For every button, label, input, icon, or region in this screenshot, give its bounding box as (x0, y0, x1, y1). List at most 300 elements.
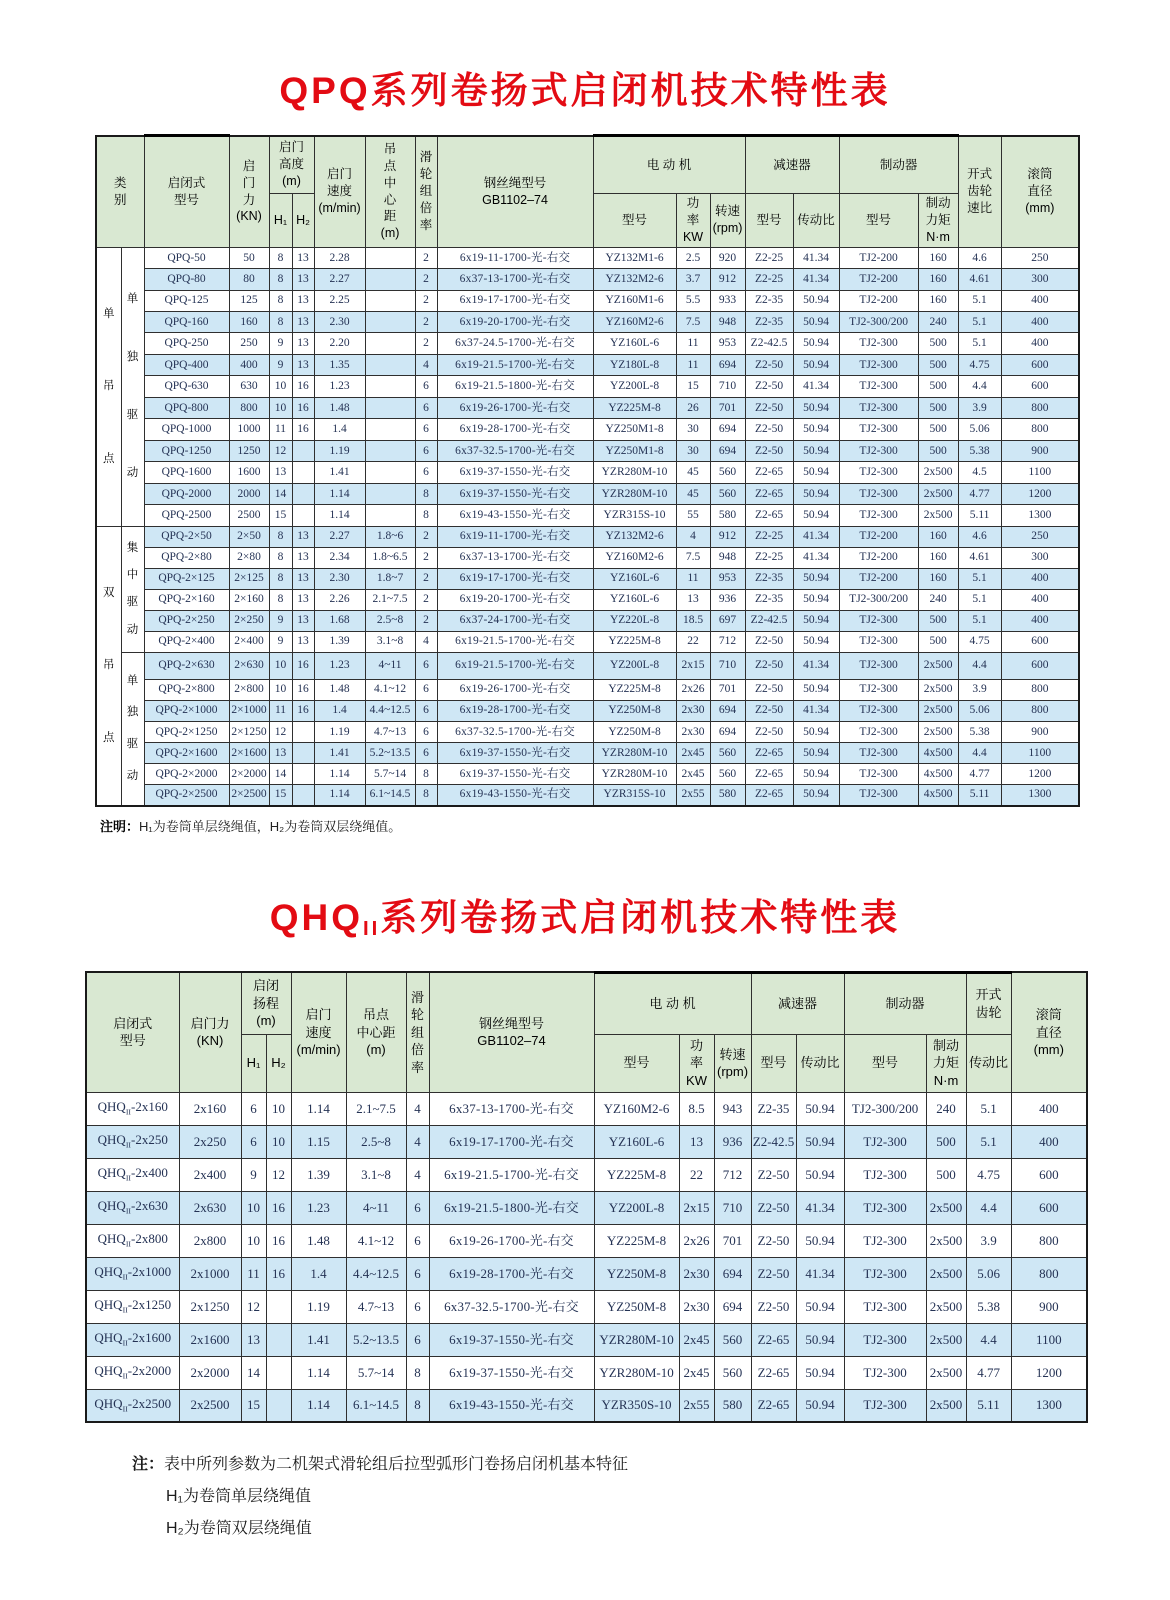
cell-force: 2x800 (179, 1224, 241, 1257)
cell-reducer-model: Z2-65 (745, 763, 793, 784)
cell-center-distance: 6.1~14.5 (365, 785, 415, 806)
cell-pulley-ratio: 8 (415, 483, 437, 504)
cell-brake-torque: 500 (918, 354, 958, 375)
cell-brake-torque: 2x500 (926, 1356, 966, 1389)
th-category: 类 别 (96, 136, 144, 248)
cell-rope: 6x19-20-1700-光-右交 (437, 589, 593, 610)
cell-speed: 1.23 (291, 1191, 346, 1224)
cell-drum-diameter: 600 (1001, 354, 1079, 375)
cell-brake-torque: 2x500 (918, 700, 958, 721)
cell-brake-model: TJ2-200 (839, 568, 918, 589)
cell-open-gear-ratio: 5.1 (966, 1125, 1011, 1158)
cell-h2 (292, 440, 314, 461)
cell-rope: 6x19-28-1700-光-右交 (437, 700, 593, 721)
cell-motor-model: YZR280M-10 (593, 742, 676, 763)
cell-motor-rpm: 694 (714, 1257, 751, 1290)
cell-drum-diameter: 1100 (1001, 742, 1079, 763)
cell-motor-model: YZ225M-8 (594, 1158, 679, 1191)
cell-brake-torque: 240 (926, 1092, 966, 1125)
cell-brake-torque: 500 (918, 631, 958, 652)
cell-h1: 9 (269, 333, 292, 354)
cell-motor-power: 30 (676, 419, 710, 440)
cell-brake-torque: 160 (918, 290, 958, 311)
cell-speed: 1.41 (314, 742, 365, 763)
cell-force: 2×125 (229, 568, 269, 589)
notes-line: 表中所列参数为二机架式滑轮组后拉型弧形门卷扬启闭机基本特征 (164, 1456, 629, 1474)
cell-motor-power: 2x55 (679, 1389, 714, 1422)
cell-speed: 2.26 (314, 589, 365, 610)
cell-motor-model: YZ132M2-6 (593, 269, 676, 290)
cell-force: 2x1250 (179, 1290, 241, 1323)
cell-motor-rpm: 710 (710, 376, 745, 397)
cell-reducer-ratio: 41.34 (793, 652, 839, 679)
cell-h2 (266, 1356, 291, 1389)
cell-motor-rpm: 953 (710, 568, 745, 589)
cell-center-distance: 4.4~12.5 (346, 1257, 406, 1290)
th-speed: 启门 速度 (m/min) (314, 136, 365, 248)
cell-pulley-ratio: 8 (406, 1356, 429, 1389)
cell-model: QPQ-800 (144, 397, 229, 418)
cell-reducer-ratio: 50.94 (796, 1224, 844, 1257)
cell-reducer-model: Z2-65 (745, 785, 793, 806)
cell-reducer-ratio: 41.34 (793, 547, 839, 568)
cell-brake-torque: 4x500 (918, 763, 958, 784)
cell-model: $QHQ_{II}-2x1600$ (86, 1323, 179, 1356)
cell-model: $QHQ_{II}-2x1000$ (86, 1257, 179, 1290)
cell-motor-power: 22 (679, 1158, 714, 1191)
cell-motor-model: YZ250M-8 (593, 700, 676, 721)
cell-brake-model: TJ2-300 (839, 376, 918, 397)
title-rest: 系列卷扬式启闭机技术特性表 (380, 896, 901, 938)
cell-reducer-ratio: 50.94 (793, 610, 839, 631)
cell-reducer-model: Z2-65 (751, 1323, 796, 1356)
cell-motor-rpm: 936 (710, 589, 745, 610)
table-row (96, 763, 1079, 784)
cell-motor-power: 2x26 (679, 1224, 714, 1257)
cell-pulley-ratio: 2 (415, 589, 437, 610)
cell-h1: 10 (269, 397, 292, 418)
cell-reducer-ratio: 50.94 (793, 397, 839, 418)
cell-motor-rpm: 560 (710, 462, 745, 483)
cell-pulley-ratio: 6 (415, 440, 437, 461)
cell-reducer-ratio: 50.94 (793, 505, 839, 527)
cell-h1: 15 (269, 505, 292, 527)
cell-reducer-ratio: 50.94 (793, 631, 839, 652)
category-label: 集 中 驱 动 (121, 526, 144, 652)
cell-h1: 9 (269, 631, 292, 652)
cell-reducer-ratio: 41.34 (793, 376, 839, 397)
cell-center-distance (365, 419, 415, 440)
cell-center-distance: 6.1~14.5 (346, 1389, 406, 1422)
table-row (86, 1257, 1087, 1290)
cell-motor-power: 22 (676, 631, 710, 652)
cell-brake-torque: 160 (918, 247, 958, 268)
cell-open-gear-ratio: 4.6 (958, 526, 1001, 547)
cell-drum-diameter: 400 (1001, 311, 1079, 332)
th-brake-torque: 制动 力矩 N·m (918, 194, 958, 248)
cell-center-distance (365, 376, 415, 397)
cell-center-distance (365, 311, 415, 332)
cell-motor-model: YZR350S-10 (594, 1389, 679, 1422)
cell-h1: 12 (269, 440, 292, 461)
cell-speed: 2.30 (314, 568, 365, 589)
cell-center-distance (365, 483, 415, 504)
cell-h1: 9 (269, 610, 292, 631)
cell-drum-diameter: 400 (1001, 589, 1079, 610)
cell-motor-rpm: 712 (710, 631, 745, 652)
cell-reducer-model: Z2-65 (745, 483, 793, 504)
cell-force: 2×250 (229, 610, 269, 631)
cell-rope: 6x19-43-1550-光-右交 (437, 785, 593, 806)
cell-motor-model: YZ160M2-6 (593, 547, 676, 568)
cell-h2: 12 (266, 1158, 291, 1191)
table-row (96, 290, 1079, 311)
th-brake-model: 型号 (839, 194, 918, 248)
cell-pulley-ratio: 6 (415, 462, 437, 483)
cell-motor-model: YZR280M-10 (594, 1356, 679, 1389)
cell-rope: 6x19-20-1700-光-右交 (437, 311, 593, 332)
th-model: 启闭式 型号 (144, 136, 229, 248)
cell-rope: 6x19-21.5-1700-光-右交 (437, 652, 593, 679)
cell-model: QPQ-2×2000 (144, 763, 229, 784)
qpq-table-note (100, 816, 1170, 835)
cell-force: 2×50 (229, 526, 269, 547)
cell-h1: 15 (241, 1389, 266, 1422)
cell-center-distance (365, 440, 415, 461)
cell-drum-diameter: 400 (1001, 290, 1079, 311)
cell-brake-model: TJ2-300 (844, 1356, 926, 1389)
table-row (86, 1323, 1087, 1356)
cell-drum-diameter: 1100 (1001, 462, 1079, 483)
cell-pulley-ratio: 6 (406, 1224, 429, 1257)
cell-h2: 16 (266, 1257, 291, 1290)
cell-rope: 6x19-17-1700-光-右交 (437, 568, 593, 589)
cell-motor-power: 2.5 (676, 247, 710, 268)
cell-motor-model: YZ220L-8 (593, 610, 676, 631)
cell-drum-diameter: 800 (1001, 700, 1079, 721)
cell-motor-power: 4 (676, 526, 710, 547)
cell-drum-diameter: 1300 (1001, 785, 1079, 806)
cell-speed: 1.4 (314, 700, 365, 721)
cell-motor-power: 2x15 (676, 652, 710, 679)
cell-brake-model: TJ2-300 (839, 785, 918, 806)
cell-motor-model: YZ160L-6 (594, 1125, 679, 1158)
cell-motor-power: 7.5 (676, 547, 710, 568)
cell-speed: 2.27 (314, 526, 365, 547)
cell-motor-model: YZ225M-8 (594, 1224, 679, 1257)
cell-motor-rpm: 560 (710, 763, 745, 784)
cell-force: 2×630 (229, 652, 269, 679)
cell-motor-power: 2x30 (679, 1257, 714, 1290)
cell-brake-model: TJ2-300 (839, 440, 918, 461)
cell-rope: 6x19-43-1550-光-右交 (429, 1389, 594, 1422)
cell-motor-power: 2x30 (679, 1290, 714, 1323)
cell-center-distance (365, 354, 415, 375)
cell-center-distance: 5.2~13.5 (365, 742, 415, 763)
cell-force: 800 (229, 397, 269, 418)
cell-force: 2×400 (229, 631, 269, 652)
title-prefix: QHQ (269, 896, 363, 938)
cell-center-distance: 5.7~14 (365, 763, 415, 784)
cell-drum-diameter: 250 (1001, 247, 1079, 268)
cell-reducer-model: Z2-65 (745, 742, 793, 763)
th-center-distance: 吊 点 中 心 距 (m) (365, 136, 415, 248)
th-pulley-ratio: 滑 轮 组 倍 率 (406, 972, 429, 1092)
cell-h2 (292, 742, 314, 763)
table-row (96, 269, 1079, 290)
cell-center-distance: 1.8~7 (365, 568, 415, 589)
cell-force: 2×1250 (229, 721, 269, 742)
cell-speed: 1.23 (314, 376, 365, 397)
cell-center-distance: 1.8~6.5 (365, 547, 415, 568)
cell-motor-rpm: 701 (714, 1224, 751, 1257)
cell-motor-power: 15 (676, 376, 710, 397)
cell-model: $QHQ_{II}-2x1250$ (86, 1290, 179, 1323)
table-row (96, 785, 1079, 806)
cell-reducer-ratio: 50.94 (793, 589, 839, 610)
cell-speed: 2.34 (314, 547, 365, 568)
th-brake-torque: 制动 力矩 N·m (926, 1034, 966, 1092)
cell-center-distance (365, 397, 415, 418)
cell-reducer-ratio: 50.94 (793, 290, 839, 311)
cell-model: QPQ-2500 (144, 505, 229, 527)
cell-open-gear-ratio: 5.11 (958, 785, 1001, 806)
cell-h1: 14 (241, 1356, 266, 1389)
cell-rope: 6x19-11-1700-光-右交 (437, 526, 593, 547)
cell-rope: 6x19-26-1700-光-右交 (437, 397, 593, 418)
cell-open-gear-ratio: 4.61 (958, 269, 1001, 290)
cell-brake-torque: 500 (918, 440, 958, 461)
cell-reducer-model: Z2-65 (751, 1356, 796, 1389)
table-row (96, 526, 1079, 547)
th-open-gear-ratio: 开式 齿轮 速比 (958, 136, 1001, 248)
cell-drum-diameter: 400 (1011, 1125, 1087, 1158)
cell-pulley-ratio: 6 (415, 742, 437, 763)
cell-pulley-ratio: 4 (415, 631, 437, 652)
cell-reducer-model: Z2-50 (745, 354, 793, 375)
cell-h1: 10 (269, 376, 292, 397)
cell-brake-model: TJ2-300 (844, 1191, 926, 1224)
cell-brake-model: TJ2-300 (839, 397, 918, 418)
cell-rope: 6x19-37-1550-光-右交 (429, 1323, 594, 1356)
cell-open-gear-ratio: 5.06 (966, 1257, 1011, 1290)
cell-brake-model: TJ2-300/200 (844, 1092, 926, 1125)
th-motor-model: 型号 (593, 194, 676, 248)
cell-rope: 6x19-37-1550-光-右交 (429, 1356, 594, 1389)
cell-center-distance: 2.1~7.5 (346, 1092, 406, 1125)
cell-reducer-model: Z2-35 (745, 311, 793, 332)
cell-motor-rpm: 948 (710, 547, 745, 568)
table-row (96, 631, 1079, 652)
th-reducer-group: 减速器 (745, 136, 839, 194)
cell-h2: 10 (266, 1092, 291, 1125)
cell-h1: 8 (269, 269, 292, 290)
cell-brake-torque: 4x500 (918, 785, 958, 806)
cell-drum-diameter: 400 (1001, 568, 1079, 589)
category-label: 单 独 驱 动 (121, 652, 144, 806)
th-reducer-ratio: 传动比 (793, 194, 839, 248)
cell-model: $QHQ_{II}-2x160$ (86, 1092, 179, 1125)
cell-drum-diameter: 1100 (1011, 1323, 1087, 1356)
th-h2: H₂ (292, 194, 314, 248)
cell-speed: 1.19 (314, 721, 365, 742)
table-row (96, 652, 1079, 679)
cell-motor-power: 45 (676, 483, 710, 504)
cell-open-gear-ratio: 3.9 (966, 1224, 1011, 1257)
cell-h1: 8 (269, 290, 292, 311)
cell-reducer-model: Z2-50 (745, 679, 793, 700)
cell-rope: 6x37-13-1700-光-右交 (437, 269, 593, 290)
cell-reducer-ratio: 50.94 (793, 785, 839, 806)
cell-center-distance: 2.5~8 (365, 610, 415, 631)
cell-reducer-model: Z2-50 (751, 1191, 796, 1224)
cell-h1: 11 (241, 1257, 266, 1290)
cell-motor-model: YZR280M-10 (593, 462, 676, 483)
th-brake-group: 制动器 (844, 972, 966, 1034)
cell-reducer-model: Z2-50 (745, 700, 793, 721)
cell-reducer-model: Z2-35 (745, 568, 793, 589)
cell-force: 2×800 (229, 679, 269, 700)
cell-center-distance (365, 505, 415, 527)
cell-drum-diameter: 600 (1011, 1158, 1087, 1191)
cell-drum-diameter: 800 (1001, 419, 1079, 440)
cell-reducer-ratio: 50.94 (793, 483, 839, 504)
cell-h2 (292, 462, 314, 483)
cell-motor-power: 11 (676, 354, 710, 375)
cell-h1: 13 (241, 1323, 266, 1356)
th-open-gear-ratio: 传动比 (966, 1034, 1011, 1092)
cell-motor-power: 2x15 (679, 1191, 714, 1224)
cell-reducer-ratio: 50.94 (796, 1356, 844, 1389)
th-model: 启闭式 型号 (86, 972, 179, 1092)
table-row (86, 1125, 1087, 1158)
cell-center-distance (365, 462, 415, 483)
cell-center-distance: 5.2~13.5 (346, 1323, 406, 1356)
cell-reducer-model: Z2-50 (745, 631, 793, 652)
table-row (96, 311, 1079, 332)
cell-speed: 1.14 (291, 1356, 346, 1389)
cell-model: QPQ-2×2500 (144, 785, 229, 806)
cell-reducer-model: Z2-25 (745, 269, 793, 290)
th-motor-power: 功 率 KW (676, 194, 710, 248)
cell-pulley-ratio: 6 (406, 1191, 429, 1224)
cell-center-distance: 4.4~12.5 (365, 700, 415, 721)
cell-speed: 1.4 (314, 419, 365, 440)
cell-center-distance: 4.7~13 (346, 1290, 406, 1323)
cell-force: 2×2500 (229, 785, 269, 806)
cell-reducer-model: Z2-25 (745, 526, 793, 547)
cell-drum-diameter: 900 (1011, 1290, 1087, 1323)
th-force: 启门力 (KN) (179, 972, 241, 1092)
cell-model: QPQ-2×80 (144, 547, 229, 568)
cell-motor-model: YZ225M-8 (593, 397, 676, 418)
cell-force: 2x1600 (179, 1323, 241, 1356)
cell-open-gear-ratio: 4.4 (958, 652, 1001, 679)
cell-motor-model: YZR280M-10 (593, 763, 676, 784)
cell-speed: 1.68 (314, 610, 365, 631)
cell-rope: 6x19-21.5-1700-光-右交 (437, 354, 593, 375)
cell-reducer-ratio: 50.94 (793, 311, 839, 332)
th-drum-diameter: 滚筒 直径 (mm) (1011, 972, 1087, 1092)
cell-brake-model: TJ2-300 (839, 505, 918, 527)
cell-rope: 6x37-32.5-1700-光-右交 (429, 1290, 594, 1323)
cell-motor-rpm: 560 (710, 742, 745, 763)
cell-speed: 1.14 (314, 483, 365, 504)
cell-rope: 6x19-17-1700-光-右交 (429, 1125, 594, 1158)
cell-motor-rpm: 943 (714, 1092, 751, 1125)
cell-pulley-ratio: 2 (415, 568, 437, 589)
cell-motor-rpm: 710 (710, 652, 745, 679)
cell-rope: 6x19-21.5-1800-光-右交 (437, 376, 593, 397)
th-h1: H₁ (241, 1034, 266, 1092)
cell-h2: 13 (292, 589, 314, 610)
cell-brake-model: TJ2-200 (839, 290, 918, 311)
cell-h2: 13 (292, 610, 314, 631)
cell-force: 1250 (229, 440, 269, 461)
cell-force: 2×80 (229, 547, 269, 568)
category-label: 单 独 驱 动 (121, 247, 144, 526)
cell-brake-torque: 2x500 (926, 1290, 966, 1323)
cell-h1: 6 (241, 1125, 266, 1158)
cell-motor-model: YZ160L-6 (593, 589, 676, 610)
cell-h1: 8 (269, 526, 292, 547)
cell-motor-rpm: 560 (710, 483, 745, 504)
cell-model: QPQ-2×1600 (144, 742, 229, 763)
cell-brake-model: TJ2-300/200 (839, 311, 918, 332)
th-motor-rpm: 转速 (rpm) (710, 194, 745, 248)
cell-h1: 15 (269, 785, 292, 806)
cell-motor-power: 11 (676, 333, 710, 354)
cell-brake-torque: 500 (918, 610, 958, 631)
cell-open-gear-ratio: 5.1 (966, 1092, 1011, 1125)
cell-open-gear-ratio: 5.1 (958, 589, 1001, 610)
cell-h1: 14 (269, 763, 292, 784)
cell-force: 2x400 (179, 1158, 241, 1191)
cell-speed: 1.35 (314, 354, 365, 375)
cell-brake-model: TJ2-300 (839, 462, 918, 483)
cell-model: QPQ-2×125 (144, 568, 229, 589)
cell-rope: 6x37-13-1700-光-右交 (437, 547, 593, 568)
cell-brake-torque: 2x500 (918, 652, 958, 679)
table-row (86, 1224, 1087, 1257)
cell-open-gear-ratio: 4.75 (958, 631, 1001, 652)
cell-motor-rpm: 920 (710, 247, 745, 268)
cell-speed: 1.48 (291, 1224, 346, 1257)
cell-force: 2x630 (179, 1191, 241, 1224)
cell-model: QPQ-2000 (144, 483, 229, 504)
cell-speed: 2.28 (314, 247, 365, 268)
cell-h2: 16 (292, 376, 314, 397)
cell-drum-diameter: 400 (1011, 1092, 1087, 1125)
cell-h1: 11 (269, 700, 292, 721)
cell-h1: 8 (269, 311, 292, 332)
cell-speed: 1.19 (291, 1290, 346, 1323)
cell-drum-diameter: 250 (1001, 526, 1079, 547)
cell-drum-diameter: 800 (1011, 1257, 1087, 1290)
cell-reducer-ratio: 50.94 (793, 419, 839, 440)
cell-h1: 12 (269, 721, 292, 742)
cell-motor-rpm: 912 (710, 269, 745, 290)
cell-center-distance: 4~11 (346, 1191, 406, 1224)
cell-rope: 6x19-37-1550-光-右交 (437, 763, 593, 784)
cell-open-gear-ratio: 5.1 (958, 610, 1001, 631)
cell-motor-model: YZ160M2-6 (593, 311, 676, 332)
cell-model: QPQ-2×400 (144, 631, 229, 652)
table-row (96, 333, 1079, 354)
cell-h2: 16 (292, 652, 314, 679)
cell-reducer-ratio: 50.94 (793, 679, 839, 700)
cell-open-gear-ratio: 5.38 (958, 440, 1001, 461)
